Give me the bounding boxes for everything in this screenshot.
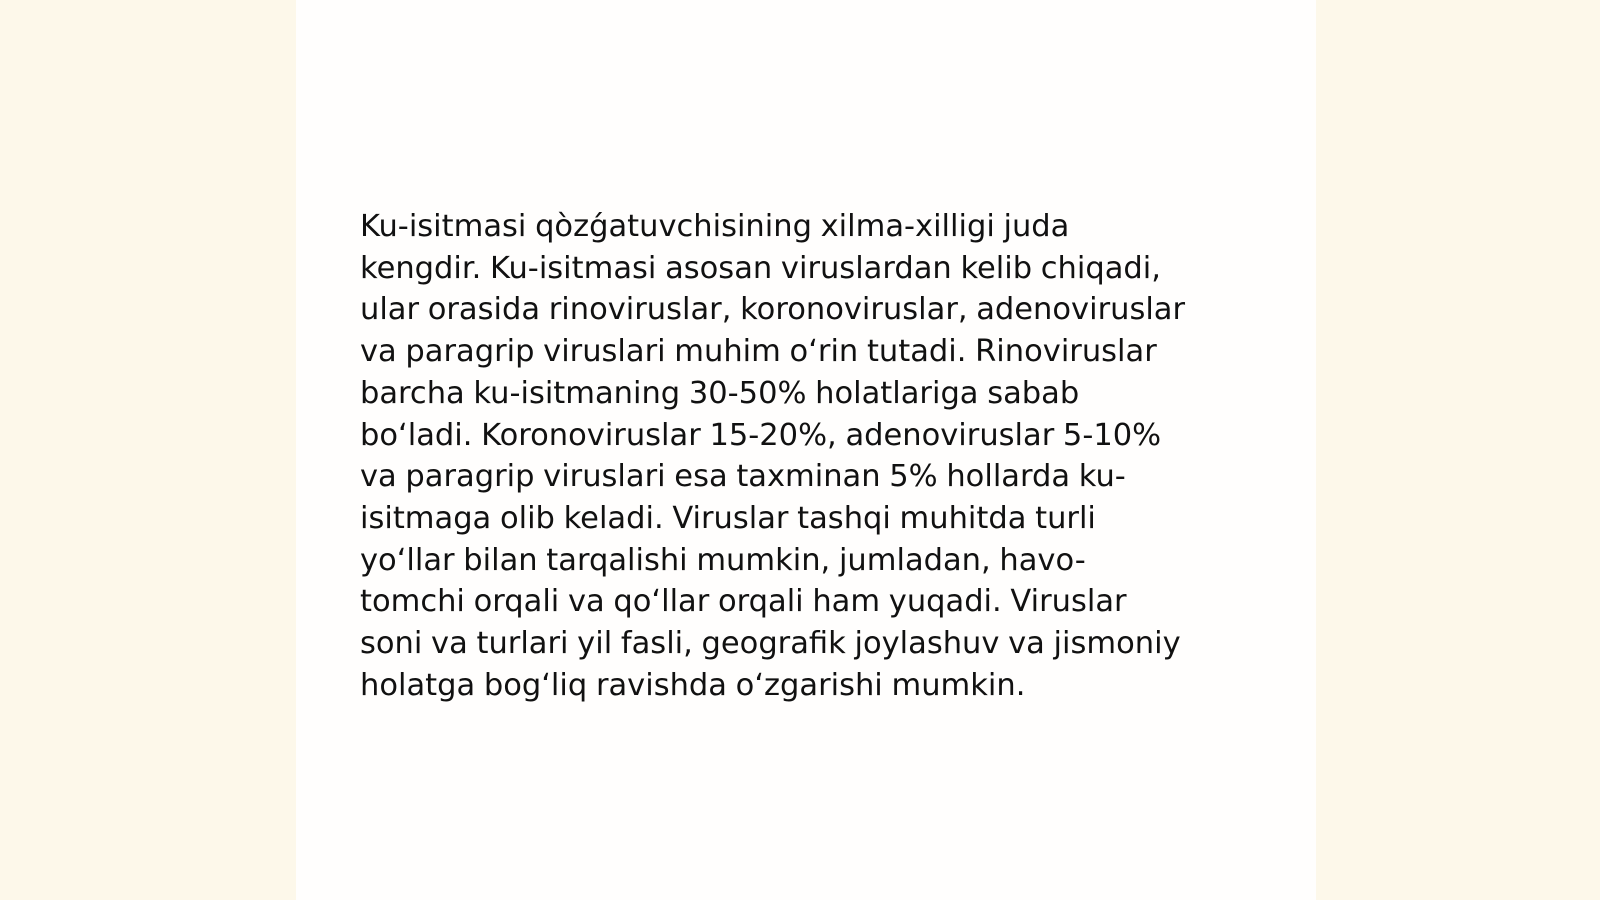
slide-canvas: [296, 0, 1316, 900]
paragraph-line: barcha ku-isitmaning 30-50% holatlariga sabab: [360, 375, 1080, 411]
paragraph-line: isitmaga olib keladi. Viruslar tashqi muhitda turli: [360, 500, 1096, 536]
paragraph-line: va paragrip viruslari esa taxminan 5% hollarda ku-: [360, 459, 1126, 495]
paragraph-line: boʻladi. Koronoviruslar 15-20%, adenoviruslar 5-10%: [360, 417, 1162, 453]
paragraph-line: tomchi orqali va qoʻllar orqali ham yuqadi. Viruslar: [360, 584, 1127, 620]
paragraph-line: holatga bogʻliq ravishda oʻzgarishi mumkin.: [360, 667, 1026, 703]
slide-paragraph: [360, 206, 1250, 706]
paragraph-line: Ku-isitmasi qòzǵatuvchisining xilma-xilligi juda: [360, 209, 1070, 244]
paragraph-line: ular orasida rinoviruslar, koronoviruslar, adenoviruslar: [360, 292, 1186, 328]
paragraph-line: yoʻllar bilan tarqalishi mumkin, jumladan, havo-: [360, 542, 1086, 578]
paragraph-line: va paragrip viruslari muhim oʻrin tutadi. Rinoviruslar: [360, 334, 1157, 370]
paragraph-line: soni va turlari yil fasli, geografik joylashuv va jismoniy: [360, 626, 1181, 662]
paragraph-line: kengdir. Ku-isitmasi asosan viruslardan kelib chiqadi,: [360, 250, 1161, 286]
